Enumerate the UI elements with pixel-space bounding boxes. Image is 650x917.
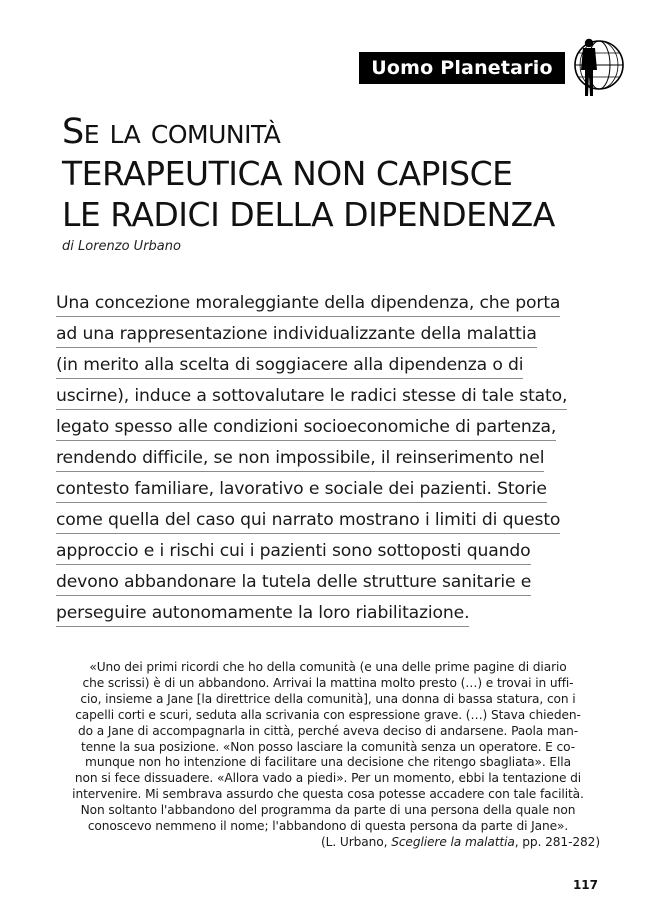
lead-line: uscirne), induce a sottovalutare le radici stesse di tale stato, [56,385,576,416]
quote-line: tenne la sua posizione. «Non posso lasciare la comunità senza un operatore. E co- [80,739,576,754]
quote-line: capelli corti e scuri, seduta alla scrivania con espressione grave. (…) Stava chieden- [75,707,581,722]
quote-line: conoscevo nemmeno il nome; l'abbandono di questa persona da parte di Jane». [87,819,569,834]
quote-line: che scrissi) è di un abbandono. Arrivai la mattina molto presto (…) e trovai in uffi- [82,675,574,690]
quote-line: «Uno dei primi ricordi che ho della comunità (e una delle prime pagine di diario [89,660,567,674]
lead-line: approccio e i rischi cui i pazienti sono sottoposti quando [56,540,576,571]
lead-paragraph [56,292,576,633]
quote-line: munque non ho intenzione di facilitare una decisione che ritengo sbagliata». Ella [85,755,571,770]
lead-line: perseguire autonomamente la loro riabilitazione. [56,602,576,633]
title-line: TERAPEUTICA NON CAPISCE [62,154,513,193]
citation-book-title: Scegliere la malattia [391,834,515,849]
quote-line: do a Jane di accompagnarla in città, perché aveva deciso di andarsene. Paola man- [77,723,579,738]
author-byline: di Lorenzo Urbano [62,239,181,254]
lead-line: come quella del caso qui narrato mostrano i limiti di questo [56,509,576,540]
quoted-excerpt [56,660,600,851]
citation-prefix: (L. Urbano, [321,834,392,849]
quote-line: intervenire. Mi sembrava assurdo che questa cosa potesse accadere con tale facilità. [72,787,584,802]
lead-line: ad una rappresentazione individualizzante della malattia [56,323,576,354]
lead-line: rendendo difficile, se non impossibile, il reinserimento nel [56,447,576,478]
lead-line: devono abbandonare la tutela delle strutture sanitarie e [56,571,576,602]
lead-line: Una concezione moraleggiante della dipendenza, che porta [56,292,576,323]
section-label: Uomo Planetario [359,52,565,84]
title-line: LE RADICI DELLA DIPENDENZA [62,195,555,234]
citation-suffix: , pp. 281-282) [514,834,600,849]
quote-line: Non soltanto l'abbandono del programma da parte di una persona della quale non [80,803,576,818]
article-title [62,112,622,235]
title-line: Se la comunità [62,112,281,152]
lead-line: contesto familiare, lavorativo e sociale dei pazienti. Storie [56,478,576,509]
quote-line: non si fece dissuadere. «Allora vado a piedi». Per un momento, ebbi la tentazione di [74,771,582,786]
man-on-globe-icon [567,34,627,100]
page-number: 117 [572,878,598,892]
lead-line: (in merito alla scelta di soggiacere alla dipendenza o di [56,354,576,385]
quote-line: cio, insieme a Jane [la direttrice della comunità], una donna di bassa statura, con i [80,691,576,706]
quote-citation [56,835,600,851]
lead-line: legato spesso alle condizioni socioeconomiche di partenza, [56,416,576,447]
